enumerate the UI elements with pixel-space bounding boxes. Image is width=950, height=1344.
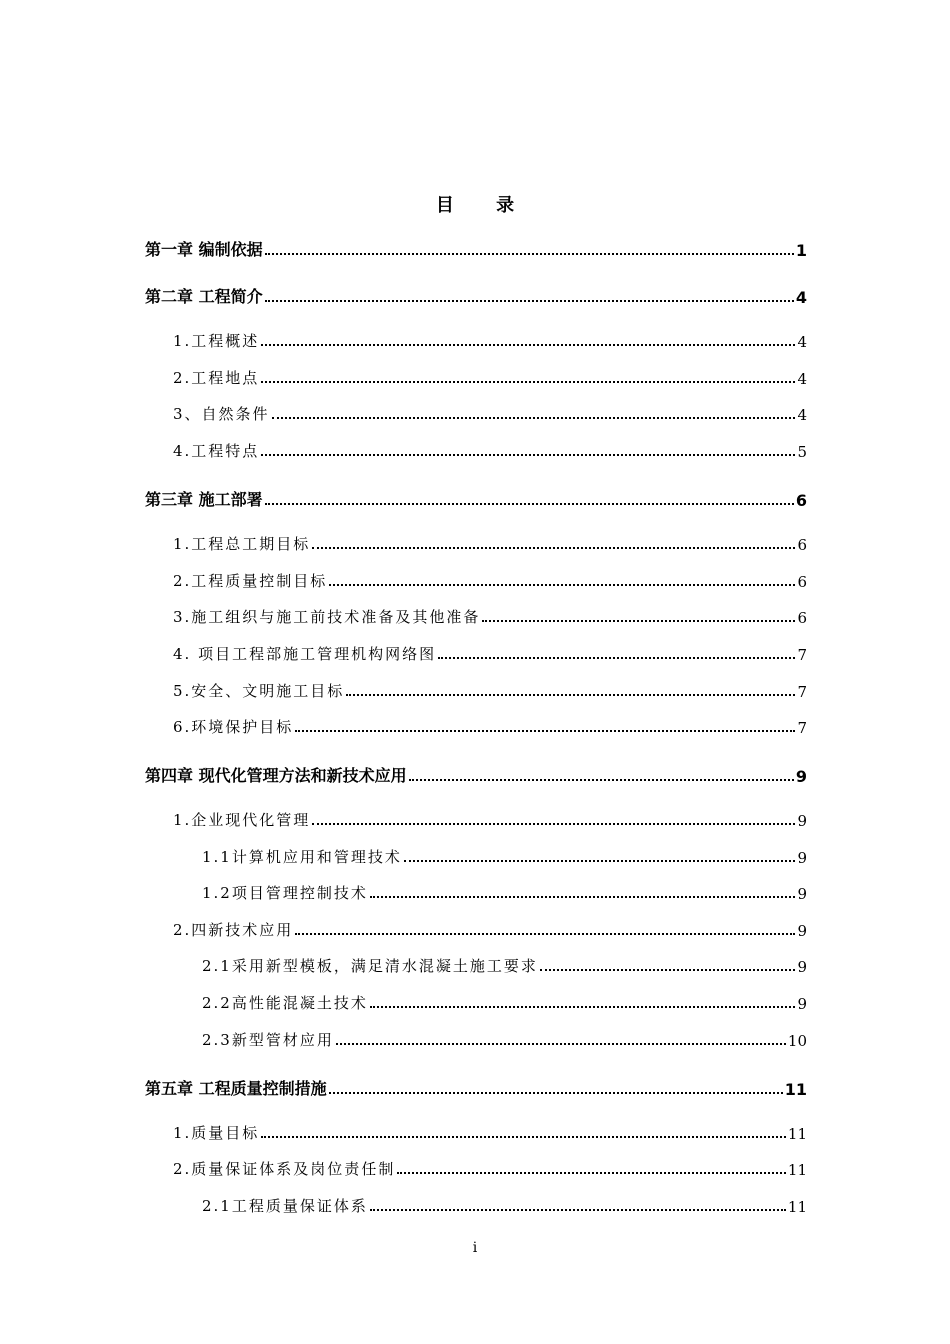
toc-entry-label: 2.四新技术应用 [173, 921, 294, 939]
toc-leader-dots [397, 1172, 786, 1174]
toc-entry-label: 2.工程质量控制目标 [173, 572, 328, 590]
toc-entry[interactable] [173, 606, 807, 627]
toc-leader-dots [336, 1043, 786, 1045]
page-number-footer: i [472, 1240, 478, 1256]
toc-entry[interactable] [173, 330, 807, 351]
toc-leader-dots [404, 860, 796, 862]
toc-leader-dots [265, 253, 794, 255]
toc-entry-label: 4.工程特点 [173, 442, 260, 460]
toc-entry-page: 4 [797, 333, 807, 351]
toc-leader-dots [312, 547, 795, 549]
toc-entry[interactable] [202, 882, 807, 903]
toc-entry-label: 第四章 现代化管理方法和新技术应用 [145, 766, 407, 785]
toc-entry-label: 1.2项目管理控制技术 [202, 884, 368, 902]
toc-entry-label: 第三章 施工部署 [145, 490, 263, 509]
toc-entry-label: 5.安全、文明施工目标 [173, 682, 345, 700]
toc-entry[interactable] [145, 1076, 807, 1099]
toc-entry[interactable] [173, 1158, 807, 1179]
toc-entry-page: 4 [797, 370, 807, 388]
toc-entry[interactable] [173, 533, 807, 554]
toc-entry[interactable] [202, 992, 807, 1013]
toc-entry-page: 6 [797, 609, 807, 627]
toc-entry[interactable] [145, 237, 807, 260]
toc-entry[interactable] [202, 955, 807, 976]
toc-leader-dots [346, 694, 795, 696]
toc-leader-dots [261, 344, 795, 346]
toc-entry-page: 7 [797, 719, 807, 737]
toc-entry[interactable] [173, 367, 807, 388]
toc-entry-label: 3.施工组织与施工前技术准备及其他准备 [173, 608, 481, 626]
toc-entry[interactable] [173, 1122, 807, 1143]
toc-entry[interactable] [202, 1029, 807, 1050]
toc-entry-page: 1 [795, 241, 807, 260]
toc-leader-dots [329, 1092, 783, 1094]
toc-entry-label: 3、自然条件 [173, 405, 270, 423]
toc-entry-label: 2.2高性能混凝土技术 [202, 994, 368, 1012]
toc-leader-dots [265, 300, 794, 302]
toc-entry-label: 1.工程概述 [173, 332, 260, 350]
toc-leader-dots [312, 823, 795, 825]
toc-entry-label: 2.1采用新型模板，满足清水混凝土施工要求 [202, 957, 538, 975]
toc-entry[interactable] [173, 570, 807, 591]
toc-leader-dots [329, 584, 795, 586]
toc-entry[interactable] [173, 643, 807, 664]
toc-entry-page: 11 [787, 1198, 807, 1216]
toc-leader-dots [272, 417, 796, 419]
toc-entry-label: 1.工程总工期目标 [173, 535, 311, 553]
toc-entry-label: 2.质量保证体系及岗位责任制 [173, 1160, 396, 1178]
toc-entry[interactable] [173, 680, 807, 701]
toc-entry-label: 6.环境保护目标 [173, 718, 294, 736]
toc-entry[interactable] [202, 1195, 807, 1216]
toc-entry-label: 第一章 编制依据 [145, 240, 263, 259]
toc-entry-page: 5 [797, 443, 807, 461]
toc-entry-page: 9 [797, 885, 807, 903]
toc-title: 目 录 [435, 195, 533, 216]
toc-entry-page: 11 [787, 1161, 807, 1179]
toc-entry-page: 9 [797, 995, 807, 1013]
toc-entry-page: 7 [797, 646, 807, 664]
toc-leader-dots [295, 933, 795, 935]
toc-leader-dots [261, 454, 795, 456]
toc-entry-label: 第二章 工程简介 [145, 287, 263, 306]
toc-leader-dots [438, 657, 795, 659]
toc-entry[interactable] [145, 763, 807, 786]
toc-entry[interactable] [145, 284, 807, 307]
toc-leader-dots [540, 969, 796, 971]
toc-leader-dots [261, 1136, 786, 1138]
toc-leader-dots [370, 896, 796, 898]
toc-entry-page: 9 [797, 812, 807, 830]
toc-entry-page: 7 [797, 683, 807, 701]
toc-entry-page: 6 [795, 491, 807, 510]
toc-entry-label: 1.企业现代化管理 [173, 811, 311, 829]
toc-entry-page: 6 [797, 536, 807, 554]
toc-entry-page: 9 [797, 922, 807, 940]
toc-entry[interactable] [173, 403, 807, 424]
toc-entry-label: 1.质量目标 [173, 1124, 260, 1142]
toc-entry[interactable] [173, 919, 807, 940]
toc-entry-page: 4 [795, 288, 807, 307]
toc-entry-label: 2.工程地点 [173, 369, 260, 387]
toc-entry[interactable] [173, 716, 807, 737]
toc-entry-label: 4. 项目工程部施工管理机构网络图 [173, 645, 437, 663]
toc-entry-page: 9 [797, 958, 807, 976]
toc-leader-dots [482, 620, 795, 622]
toc-leader-dots [409, 779, 794, 781]
toc-entry[interactable] [202, 846, 807, 867]
toc-entry-page: 10 [787, 1032, 807, 1050]
toc-entry[interactable] [145, 487, 807, 510]
toc-entry-page: 11 [784, 1080, 807, 1099]
toc-entry-label: 2.1工程质量保证体系 [202, 1197, 368, 1215]
toc-leader-dots [370, 1006, 796, 1008]
toc-entry-page: 6 [797, 573, 807, 591]
toc-entry-label: 2.3新型管材应用 [202, 1031, 334, 1049]
toc-leader-dots [265, 503, 794, 505]
toc-entry-label: 1.1计算机应用和管理技术 [202, 848, 402, 866]
toc-leader-dots [370, 1209, 786, 1211]
toc-entry[interactable] [173, 440, 807, 461]
toc-entry-page: 9 [795, 767, 807, 786]
toc-entry-page: 4 [797, 406, 807, 424]
toc-entry[interactable] [173, 809, 807, 830]
toc-leader-dots [261, 381, 795, 383]
toc-entry-label: 第五章 工程质量控制措施 [145, 1079, 327, 1098]
toc-entry-page: 9 [797, 849, 807, 867]
toc-entry-page: 11 [787, 1125, 807, 1143]
toc-leader-dots [295, 730, 795, 732]
